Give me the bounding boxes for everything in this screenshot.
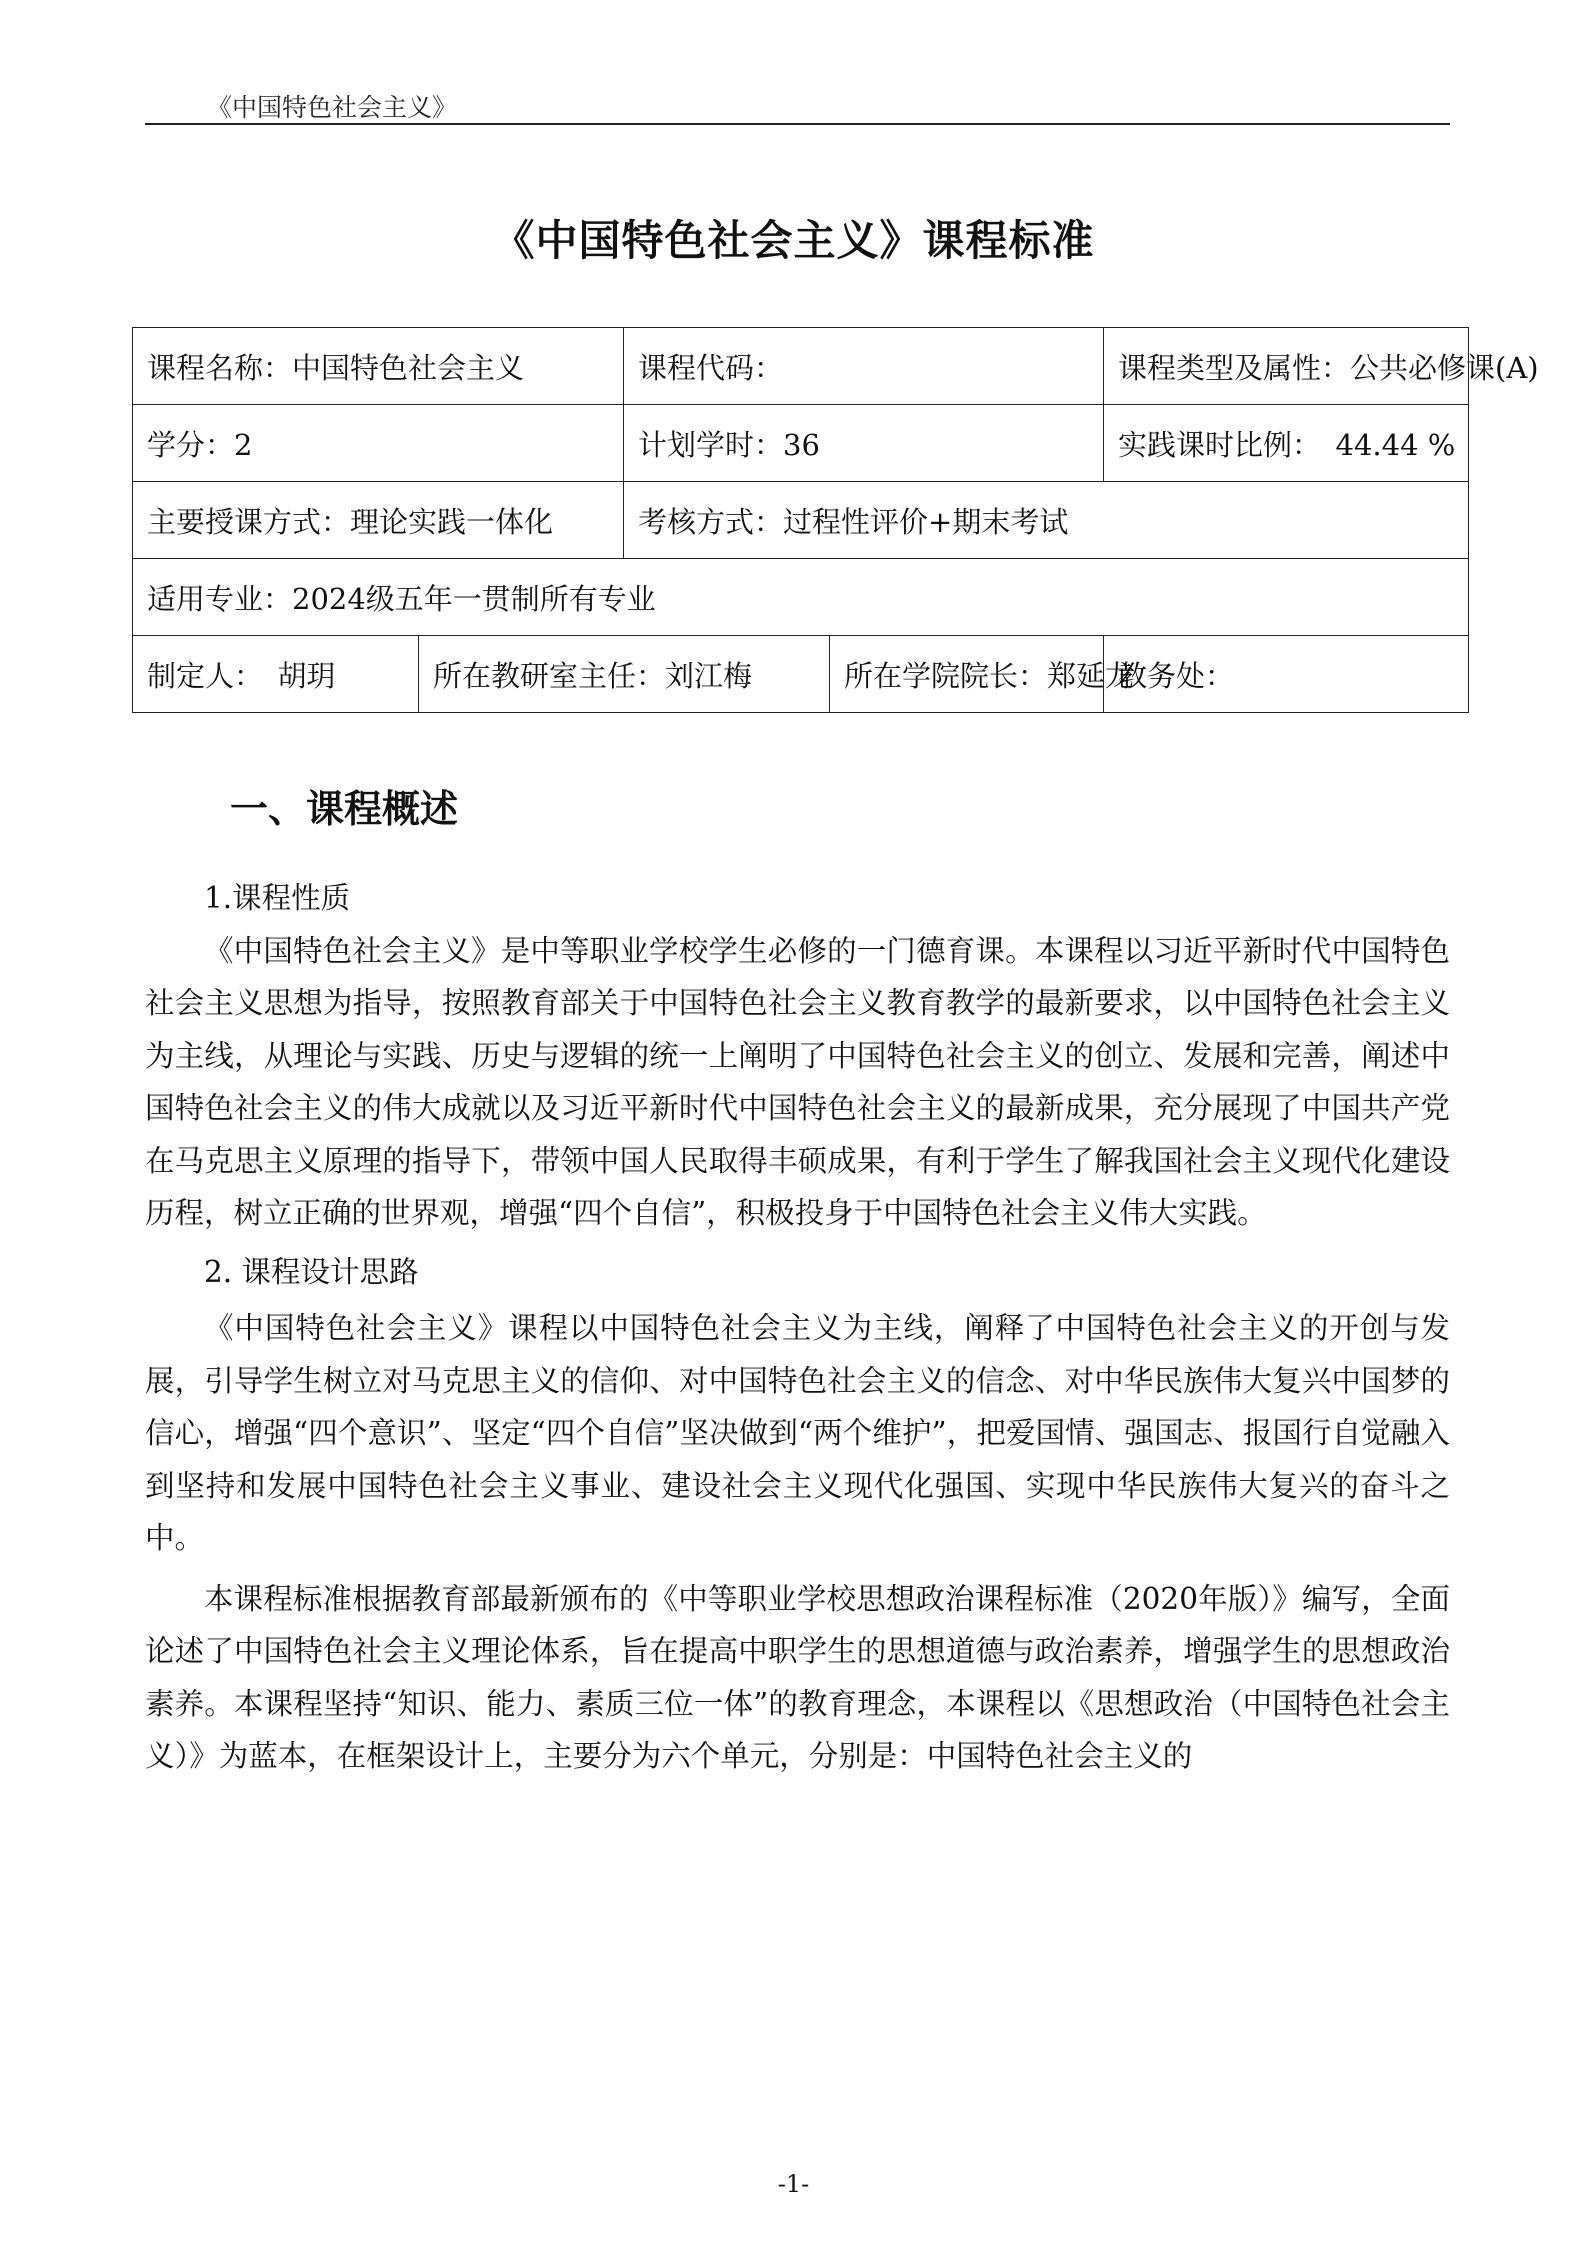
table-row — [133, 328, 1469, 405]
table-row — [133, 636, 1469, 713]
page-number: -1- — [777, 2170, 810, 2198]
section-heading: 一、课程概述 — [230, 787, 459, 831]
subheading-design-approach: 2. 课程设计思路 — [204, 1254, 419, 1289]
office-director-cell: 所在教研室主任：刘江梅 — [419, 636, 830, 713]
planned-hours-cell: 计划学时：36 — [624, 405, 1104, 482]
paragraph: 《中国特色社会主义》课程以中国特色社会主义为主线，阐释了中国特色社会主义的开创与发展，引导学生树立对马克思主义的信仰、对中国特色社会主义的信念、对中华民族伟大复兴中国梦的信心，增强“四个意识”、坚定“四个自信”坚决做到“两个维护”，把爱国情、强国志、报国行自觉融入到坚持和发展中国特色社会主义事业、建设社会主义现代化强国、实现中华民族伟大复兴的奋斗之中。 — [145, 1311, 1450, 1555]
subheading-course-nature: 1.课程性质 — [204, 881, 351, 915]
credits-cell: 学分：2 — [133, 405, 624, 482]
assessment-cell: 考核方式：过程性评价+期末考试 — [624, 482, 1469, 559]
section-body — [145, 872, 1450, 1783]
document-title: 《中国特色社会主义》课程标准 — [492, 216, 1095, 265]
author-cell: 制定人： 胡玥 — [133, 636, 419, 713]
paragraph: 《中国特色社会主义》是中等职业学校学生必修的一门德育课。本课程以习近平新时代中国特色社会主义思想为指导，按照教育部关于中国特色社会主义教育教学的最新要求，以中国特色社会主义为主线，从理论与实践、历史与逻辑的统一上阐明了中国特色社会主义的创立、发展和完善，阐述中国特色社会主义的伟大成就以及习近平新时代中国特色社会主义的最新成果，充分展现了中国共产党在马克思主义原理的指导下，带领中国人民取得丰硕成果，有利于学生了解我国社会主义现代化建设历程，树立正确的世界观，增强“四个自信”，积极投身于中国特色社会主义伟大实践。 — [145, 933, 1450, 1230]
table-row — [133, 559, 1469, 636]
practice-ratio-cell: 实践课时比例： 44.44 % — [1104, 405, 1469, 482]
header-divider — [145, 123, 1450, 125]
applicable-majors-cell: 适用专业：2024级五年一贯制所有专业 — [133, 559, 1469, 636]
course-name-cell: 课程名称：中国特色社会主义 — [133, 328, 624, 405]
teaching-mode-cell: 主要授课方式：理论实践一体化 — [133, 482, 624, 559]
course-code-cell: 课程代码： — [624, 328, 1104, 405]
running-header: 《中国特色社会主义》 — [207, 93, 458, 122]
dean-cell: 所在学院院长：郑延龙 — [830, 636, 1104, 713]
academic-affairs-cell: 教务处： — [1104, 636, 1469, 713]
paragraph: 本课程标准根据教育部最新颁布的《中等职业学校思想政治课程标准（2020年版）》编写，全面论述了中国特色社会主义理论体系，旨在提高中职学生的思想道德与政治素养，增强学生的思想政治素养。本课程坚持“知识、能力、素质三位一体”的教育理念，本课程以《思想政治（中国特色社会主义）》为蓝本，在框架设计上，主要分为六个单元，分别是：中国特色社会主义的 — [145, 1581, 1450, 1773]
table-row — [133, 482, 1469, 559]
course-info-table — [132, 327, 1539, 713]
table-row — [133, 405, 1469, 482]
course-type-cell: 课程类型及属性：公共必修课(A) — [1104, 328, 1469, 405]
